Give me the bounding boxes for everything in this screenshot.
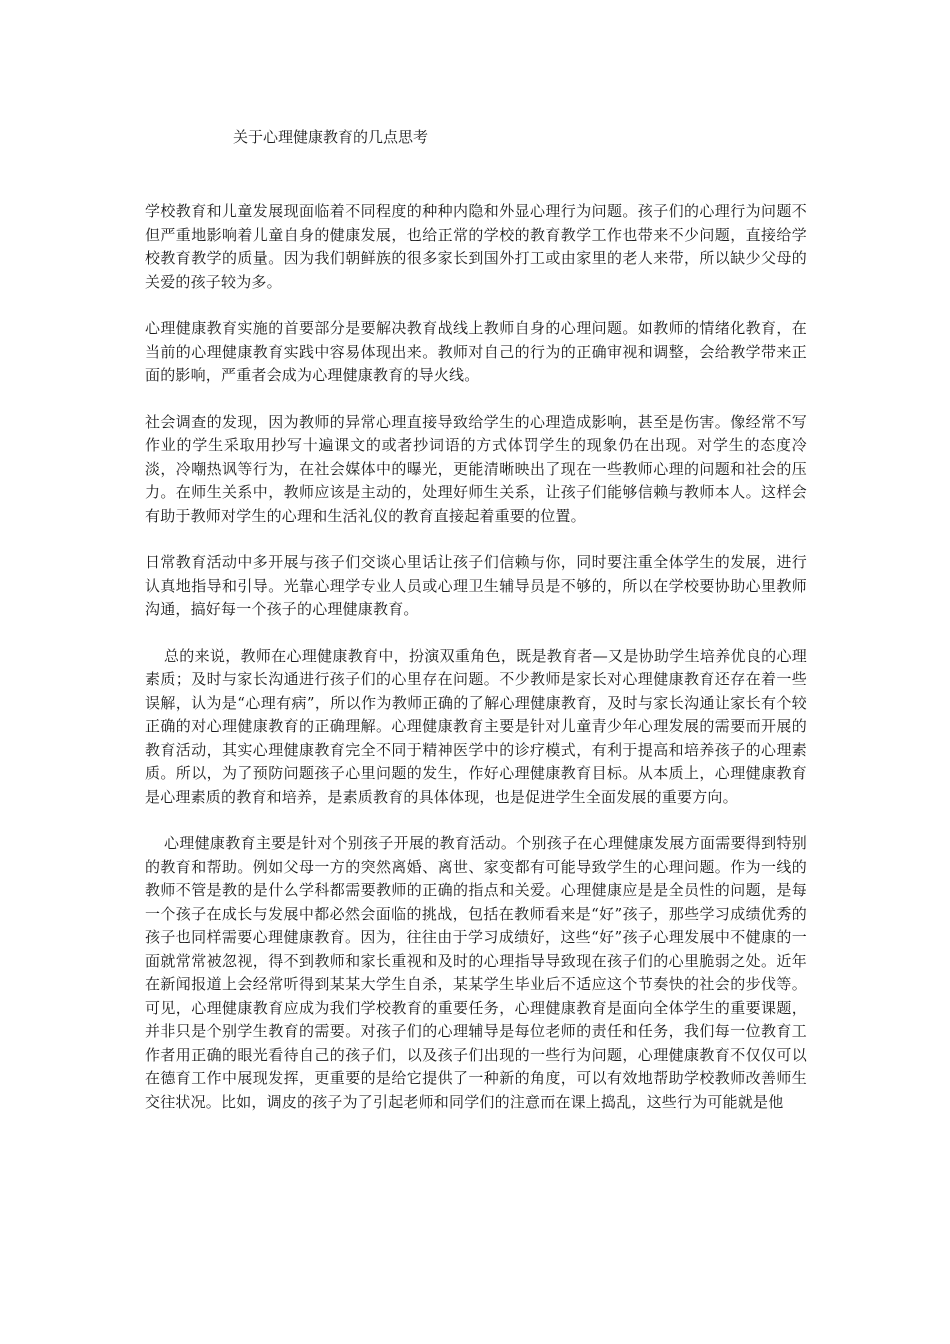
paragraph: 心理健康教育主要是针对个别孩子开展的教育活动。个别孩子在心理健康发展方面需要得到特别的教育和帮助。例如父母一方的突然离婚、离世、家变都有可能导致学生的心理问题。作为一线的教师不管是教的是什么学科都需要教师的正确的指点和关爱。心理健康应是是全员性的问题，是每一个孩子在成长与发展中都必然会面临的挑战，包括在教师看来是“好”孩子，那些学习成绩优秀的孩子也同样需要心理健康教育。因为，往往由于学习成绩好，这些“好”孩子心理发展中不健康的一面就常常被忽视，得不到教师和家长重视和及时的心理指导导致现在孩子们的心里脆弱之处。近年在新闻报道上会经常听得到某某大学生自杀，某某学生毕业后不适应这个节奏快的社会的步伐等。可见，心理健康教育应成为我们学校教育的重要任务，心理健康教育是面向全体学生的重要课题，并非只是个别学生教育的需要。对孩子们的心理辅导是每位老师的责任和任务，我们每一位教育工作者用正确的眼光看待自己的孩子们，以及孩子们出现的一些行为问题，心理健康教育不仅仅可以在德育工作中展现发挥，更重要的是给它提供了一种新的角度，可以有效地帮助学校教师改善师生交往状况。比如，调皮的孩子为了引起老师和同学们的注意而在课上捣乱，这些行为可能就是他 (145, 834, 807, 1111)
paragraph: 总的来说，教师在心理健康教育中，扮演双重角色，既是教育者—又是协助学生培养优良的心理素质；及时与家长沟通进行孩子们的心里存在问题。不少教师是家长对心理健康教育还存在着一些误解，认为是“心理有病”，所以作为教师正确的了解心理健康教育，及时与家长沟通让家长有个较正确的对心理健康教育的正确理解。心理健康教育主要是针对儿童青少年心理发展的需要而开展的教育活动，其实心理健康教育完全不同于精神医学中的诊疗模式，有利于提高和培养孩子的心理素质。所以，为了预防问题孩子心里问题的发生，作好心理健康教育目标。从本质上，心理健康教育是心理素质的教育和培养，是素质教育的具体体现，也是促进学生全面发展的重要方向。 (145, 646, 807, 806)
document-body (145, 200, 807, 1114)
paragraph: 社会调查的发现，因为教师的异常心理直接导致给学生的心理造成影响，甚至是伤害。像经常不写作业的学生采取用抄写十遍课文的或者抄词语的方式体罚学生的现象仍在出现。对学生的态度冷淡，冷嘲热讽等行为，在社会媒体中的曝光，更能清晰映出了现在一些教师心理的问题和社会的压力。在师生关系中，教师应该是主动的，处理好师生关系，让孩子们能够信赖与教师本人。这样会有助于教师对学生的心理和生活礼仪的教育直接起着重要的位置。 (145, 412, 807, 525)
document-title: 关于心理健康教育的几点思考 (233, 128, 429, 146)
paragraph: 学校教育和儿童发展现面临着不同程度的种种内隐和外显心理行为问题。孩子们的心理行为问题不但严重地影响着儿童自身的健康发展，也给正常的学校的教育教学工作也带来不少问题，直接给学校教育教学的质量。因为我们朝鲜族的很多家长到国外打工或由家里的老人来带，所以缺少父母的关爱的孩子较为多。 (145, 202, 807, 291)
paragraph: 日常教育活动中多开展与孩子们交谈心里话让孩子们信赖与你，同时要注重全体学生的发展，进行认真地指导和引导。光靠心理学专业人员或心理卫生辅导员是不够的，所以在学校要协助心里教师沟通，搞好每一个孩子的心理健康教育。 (145, 553, 807, 618)
paragraph: 心理健康教育实施的首要部分是要解决教育战线上教师自身的心理问题。如教师的情绪化教育，在当前的心理健康教育实践中容易体现出来。教师对自己的行为的正确审视和调整，会给教学带来正面的影响，严重者会成为心理健康教育的导火线。 (145, 319, 807, 384)
